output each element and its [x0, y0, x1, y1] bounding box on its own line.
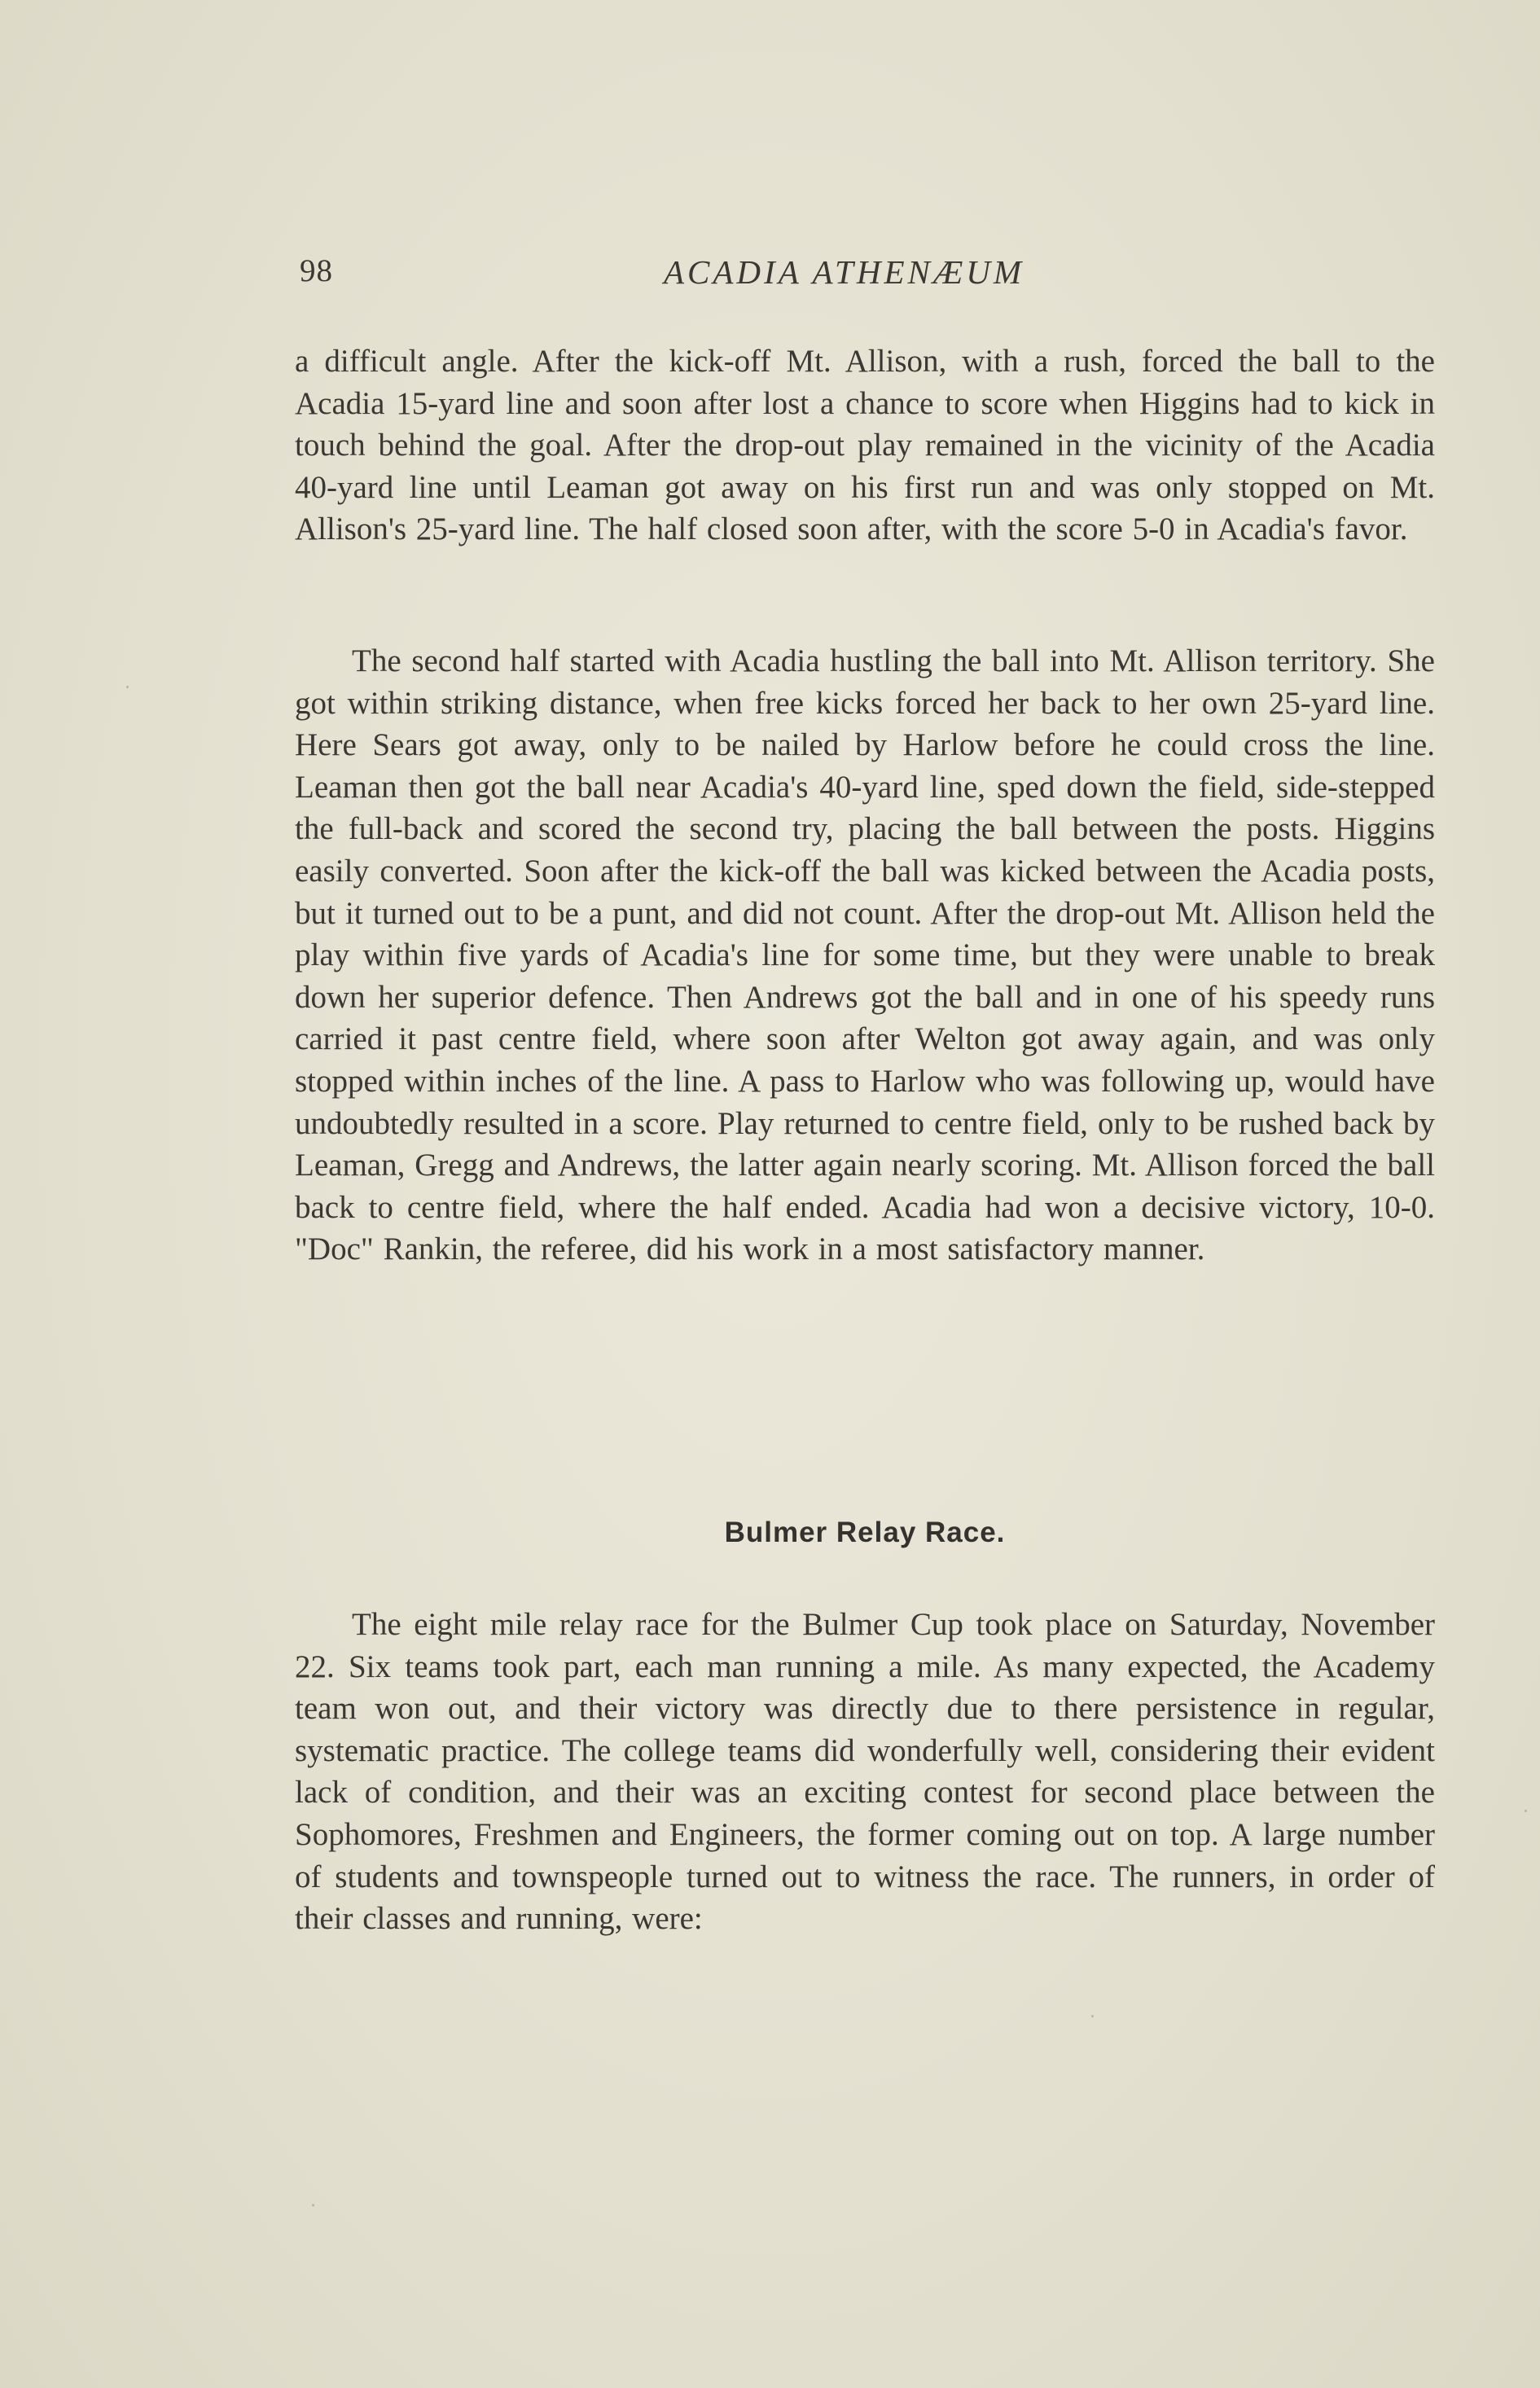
paragraph-continuation [295, 340, 1435, 551]
paper-speck [312, 2204, 314, 2206]
page-number: 98 [300, 253, 333, 288]
paragraph-text: The second half started with Acadia hustling the ball into Mt. Allison territory. She got within striking distance, when free kicks forced her back to her own 25-yard line. Here Sears got away, only to be nailed by Harlow before he could cross the line. Leaman then got the ball near Acadia's 40-yard line, sped down the field, side-stepped the full-back and scored the second try, placing the ball between the posts. Higgins easily converted. Soon after the kick-off the ball was kicked between the Acadia posts, but it turned out to be a punt, and did not count. After the drop-out Mt. Allison held the play within five yards of Acadia's line for some time, but they were unable to break down her superior defence. Then Andrews got the ball and in one of his speedy runs carried it past centre field, where soon after Welton got away again, and was only stopped within inches of the line. A pass to Harlow who was following up, would have undoubtedly resulted in a score. Play returned to centre field, only to be rushed back by Leaman, Gregg and Andrews, the latter again nearly scoring. Mt. Allison forced the ball back to centre field, where the half ended. Acadia had won a decisive victory, 10-0. "Doc" Rankin, the referee, did his work in a most satisfactory manner. [295, 643, 1435, 1267]
section-heading: Bulmer Relay Race. [724, 1517, 1006, 1548]
paragraph-second-half [295, 640, 1435, 1271]
paper-speck [1091, 2015, 1094, 2017]
page-header [300, 252, 1440, 301]
paragraph-relay-race [295, 1604, 1435, 1940]
paper-speck [126, 686, 129, 688]
running-title: ACADIA ATHENÆUM [664, 253, 1025, 291]
paragraph-text: The eight mile relay race for the Bulmer Cup took place on Saturday, November 22. Six teams took part, each man running a mile. As many expected, the Academy team won out, and their victory was directly due to there persistence in regular, systematic practice. The college teams did wonderfully well, considering their evident lack of condition, and their was an exciting contest for second place between the Sophomores, Freshmen and Engineers, the former coming out on top. A large number of students and townspeople turned out to witness the race. The runners, in order of their classes and running, were: [295, 1607, 1435, 1937]
paper-speck [1525, 1810, 1527, 1812]
paragraph-text: a difficult angle. After the kick-off Mt. Allison, with a rush, forced the ball to the Acadia 15-yard line and soon after lost a chance to score when Higgins had to kick in touch behind the goal. After the drop-out play remained in the vicinity of the Acadia 40-yard line until Leaman got away on his first run and was only stopped on Mt. Allison's 25-yard line. The half closed soon after, with the score 5-0 in Acadia's favor. [295, 344, 1435, 547]
